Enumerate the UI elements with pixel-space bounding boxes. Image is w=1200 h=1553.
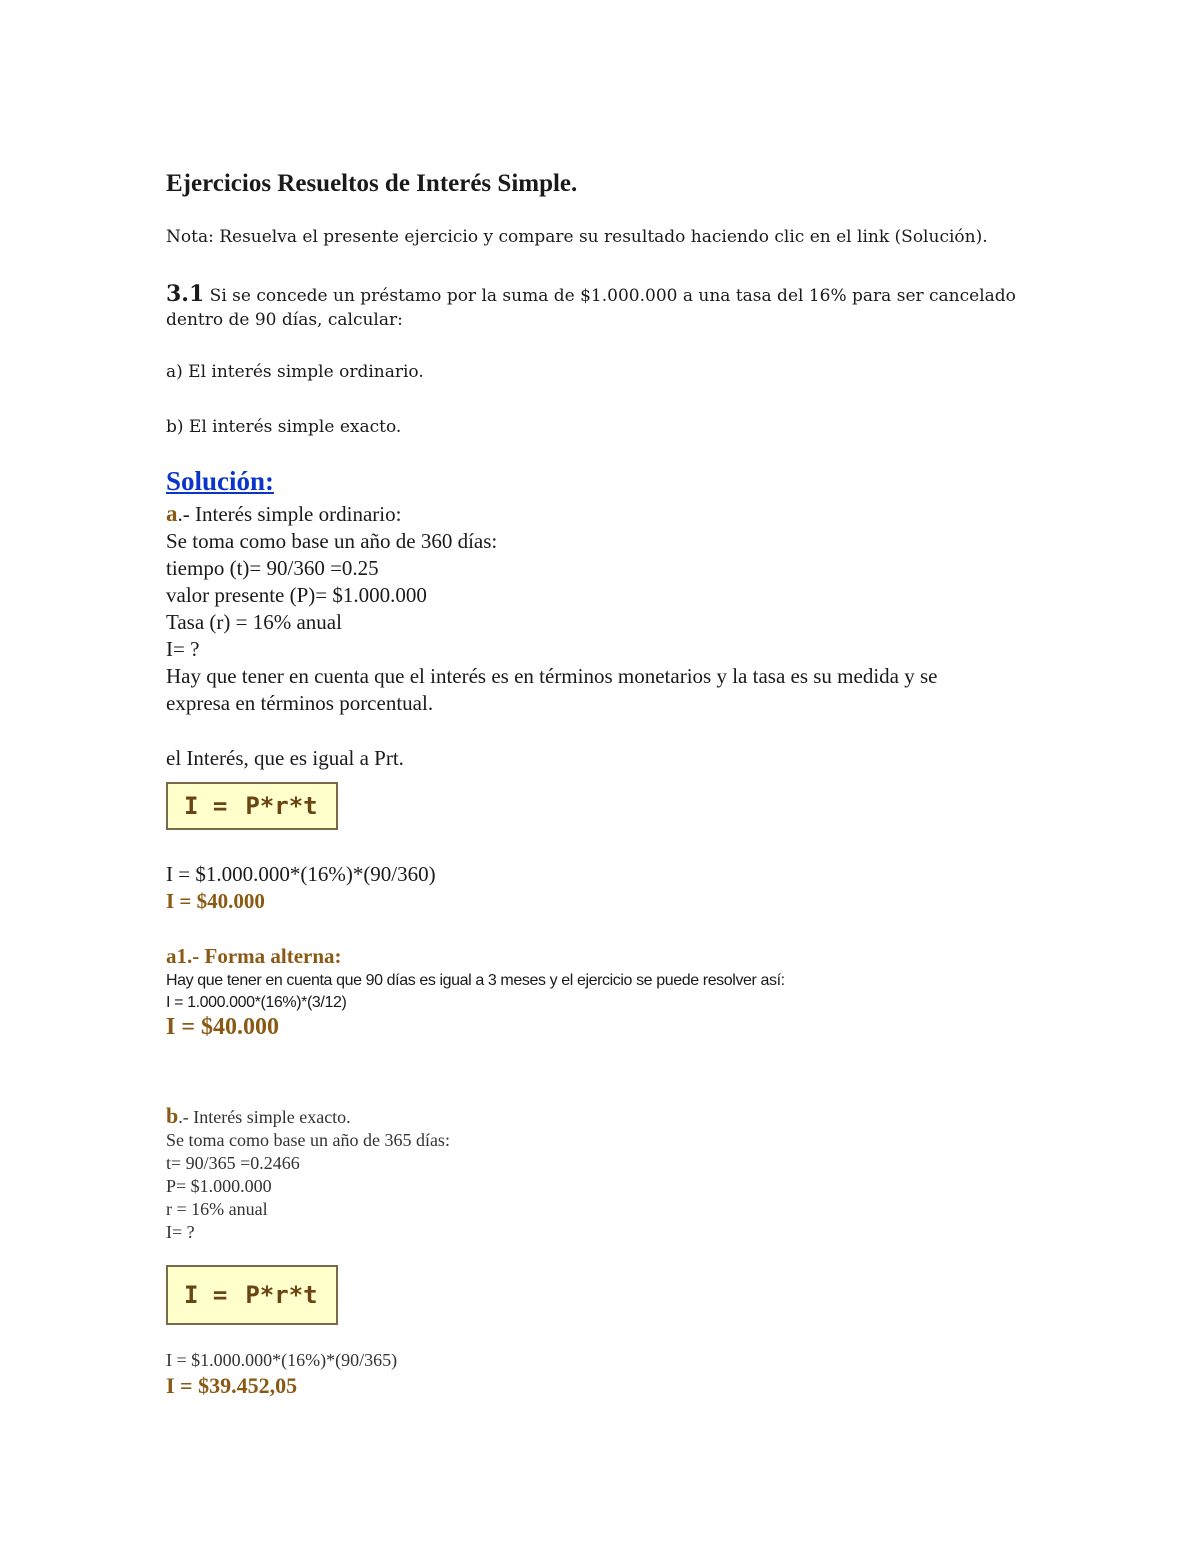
formula-rhs: P*r*t (245, 792, 318, 820)
part-a-line: valor presente (P)= $1.000.000 (166, 583, 427, 607)
part-b-line: t= 90/365 =0.2466 (166, 1153, 300, 1173)
part-a1-body (166, 970, 785, 1014)
problem-line-2: dentro de 90 días, calcular: (166, 310, 403, 330)
page-title: Ejercicios Resueltos de Interés Simple. (166, 170, 578, 197)
part-a-calc: I = $1.000.000*(16%)*(90/360) (166, 862, 436, 886)
formula-lhs: I = (184, 1281, 228, 1309)
option-b: b) El interés simple exacto. (166, 417, 402, 437)
part-b-line: P= $1.000.000 (166, 1176, 272, 1196)
part-a-label: a (166, 501, 178, 526)
part-a-block (166, 500, 937, 717)
part-b-calc: I = $1.000.000*(16%)*(90/365) (166, 1350, 398, 1370)
problem-statement (166, 282, 1016, 332)
note-text: Nota: Resuelva el presente ejercicio y compare su resultado haciendo clic en el link (Solución). (166, 227, 988, 247)
part-a-title: .- Interés simple ordinario: (177, 502, 402, 526)
part-b-line: r = 16% anual (166, 1199, 268, 1219)
part-a-result: I = $40.000 (166, 889, 265, 913)
option-a: a) El interés simple ordinario. (166, 362, 424, 382)
part-b-label: b (166, 1103, 179, 1128)
part-b-line: Se toma como base un año de 365 días: (166, 1130, 450, 1150)
part-a1-line-1: Hay que tener en cuenta que 90 días es igual a 3 meses y el ejercicio se puede resolver así: (166, 972, 785, 989)
formula-box-b (166, 1265, 338, 1325)
part-a-line: Se toma como base un año de 360 días: (166, 529, 498, 553)
problem-number: 3.1 (166, 281, 205, 307)
part-a1-result: I = $40.000 (166, 1014, 280, 1040)
solution-link[interactable]: Solución: (166, 466, 275, 496)
problem-line-1: Si se concede un préstamo por la suma de $1.000.000 a una tasa del 16% para ser cancelado (204, 286, 1016, 306)
formula-rhs: P*r*t (245, 1281, 318, 1309)
part-a-line: tiempo (t)= 90/360 =0.25 (166, 556, 379, 580)
part-b-block (166, 1104, 450, 1244)
formula-box-a (166, 782, 338, 830)
part-b-title: .- Interés simple exacto. (178, 1107, 351, 1127)
part-a-line: Tasa (r) = 16% anual (166, 610, 342, 634)
part-a1-line-2: I = 1.000.000*(16%)*(3/12) (166, 994, 347, 1011)
formula-lhs: I = (184, 792, 228, 820)
interest-definition: el Interés, que es igual a Prt. (166, 746, 404, 770)
part-b-result: I = $39.452,05 (166, 1373, 298, 1398)
part-b-line: I= ? (166, 1222, 195, 1242)
part-a-line: I= ? (166, 637, 200, 661)
part-a-line: Hay que tener en cuenta que el interés es en términos monetarios y la tasa es su medida y se (166, 664, 938, 688)
part-a-line: expresa en términos porcentual. (166, 691, 434, 715)
part-a1-heading: a1.- Forma alterna: (166, 944, 342, 968)
